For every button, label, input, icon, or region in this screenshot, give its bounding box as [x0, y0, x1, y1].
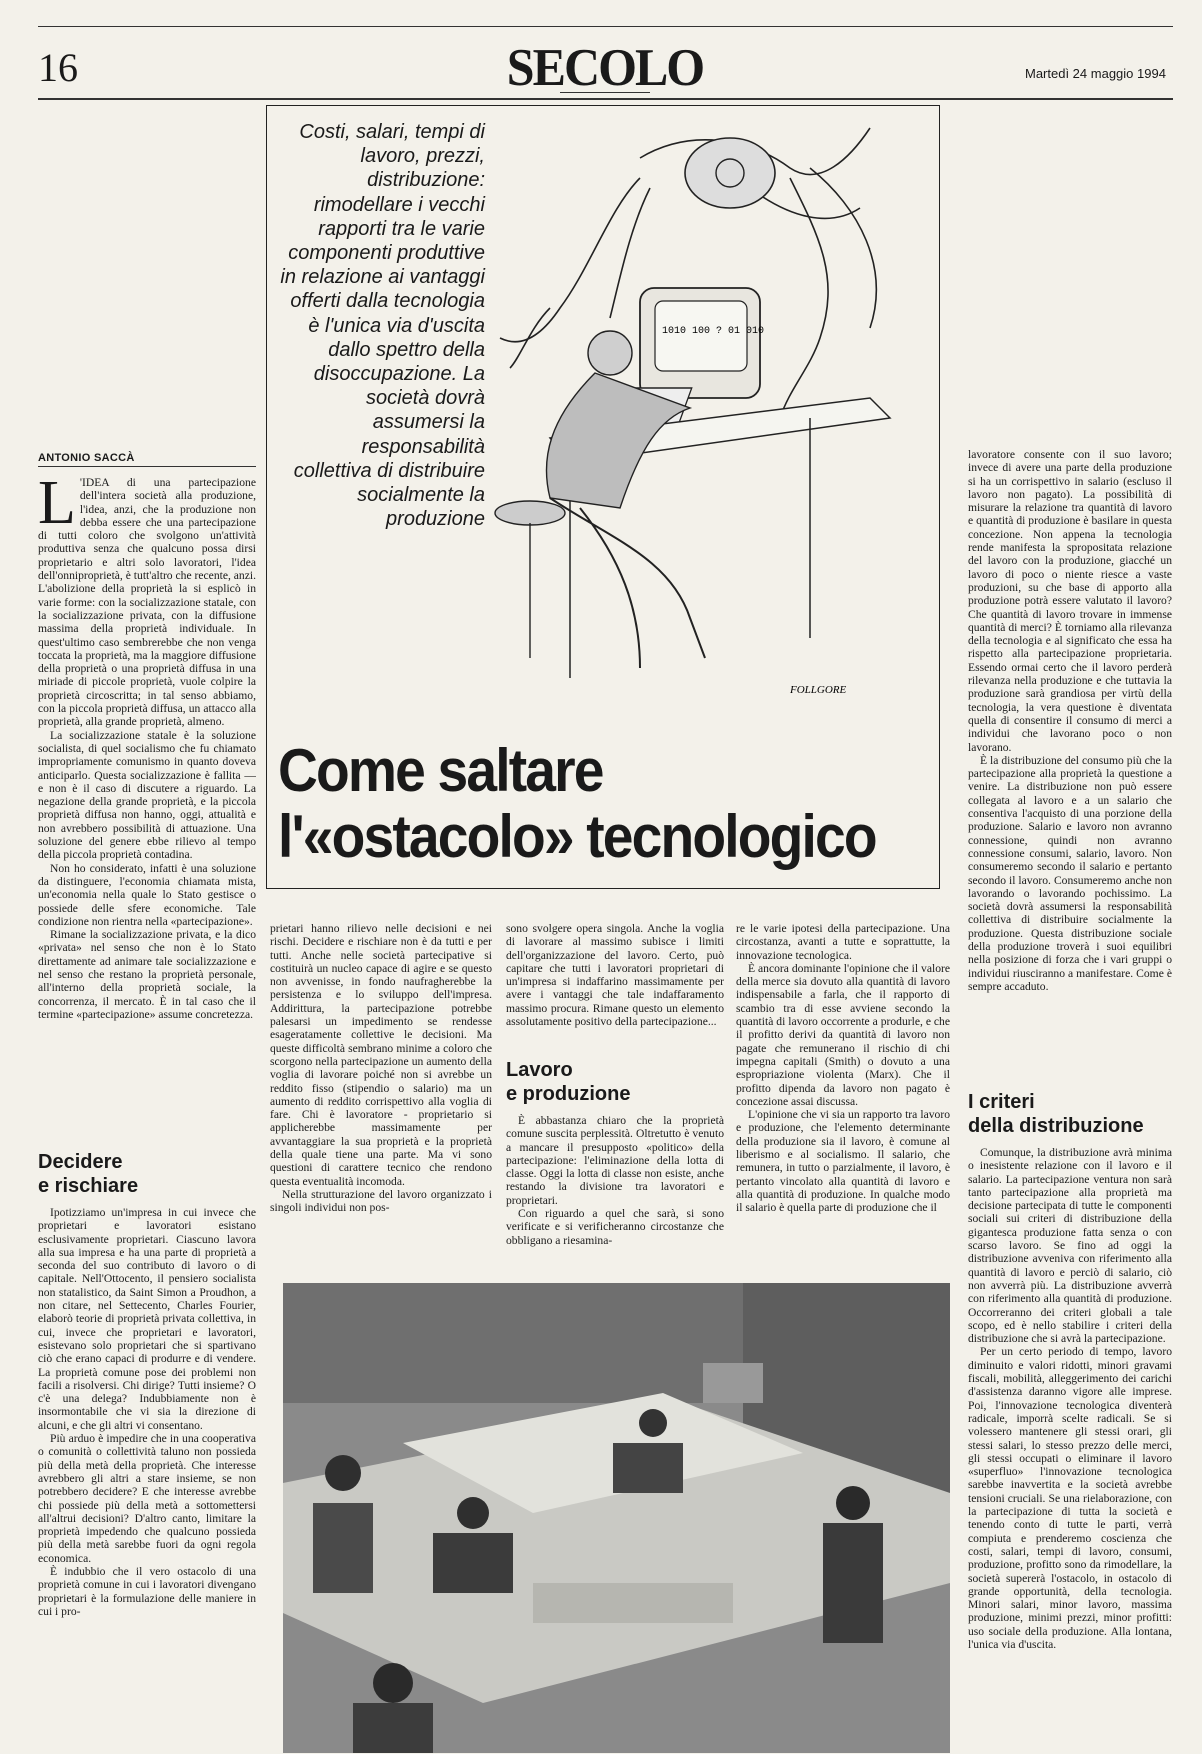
col1-paragraph: Ipotizziamo un'impresa in cui invece che proprietari e lavoratori esistano esclusivamente proprietari. Ciascuno lavora alla sua impresa e ha una parte di proprietà a seconda del suo contributo di lavoro o di capitale. Nell'Ottocento, il pensiero socialista non statalistico, da Saint Simon a Proudhon, a non citare, nel Settecento, Charles Fourier, elaborò teorie di proprietà privata collettiva, in cui, invece che proprietari e lavoratori, esistevano solo proprietari che si spartivano ciò che erano capaci di produrre e di vendere. La proprietà comune pose dei problemi non facili a risolversi. Chi dirige? Tutti insieme? O c'è una delega? Indubbiamente non è insormontabile che vi sia la direzione di alcuni, e che gli altri vi consentano.	[38, 1206, 256, 1432]
screen-text: 1010 100 ? 01 010	[662, 326, 765, 337]
column-4	[736, 922, 950, 1278]
title-line-2: l'«ostacolo» tecnologico	[278, 803, 876, 870]
column-1-top	[38, 476, 256, 1148]
subhead-decidere	[38, 1150, 256, 1198]
col3-paragraph: Con riguardo a quel che sarà, si sono verificate e si verificheranno circostanze che obbligano a riesamina-	[506, 1207, 724, 1247]
robot-and-worker-illustration	[490, 118, 930, 718]
col1-paragraph: È indubbio che il vero ostacolo di una proprietà comune in cui i lavoratori divengano proprietari è la formulazione delle maniere in cui i pro-	[38, 1565, 256, 1618]
office-workers-photo	[283, 1283, 950, 1753]
col3-paragraph: È abbastanza chiaro che la proprietà comune suscita perplessità. Oltretutto è venuto a mancare il presupposto «politico» della partecipazione: l'eliminazione della lotta di classe. Oggi la lotta di classe non esiste, anche restando la divisione tra lavoratori e proprietari.	[506, 1114, 724, 1207]
robot-head	[685, 138, 775, 208]
col4-paragraph: L'opinione che vi sia un rapporto tra lavoro e produzione, che l'elemento determinante della produzione sia il lavoro, è comune al liberismo e al socialismo. Il salario, che remunera, in tutto o parzialmente, il lavoro, è pertanto vincolato alla quantità di lavoro e alla quantità di produzione. In qualche modo il salario è quella parte di produzione che il	[736, 1108, 950, 1215]
column-5-top	[968, 448, 1172, 1088]
drop-cap: L	[38, 476, 76, 537]
column-1-bottom	[38, 1206, 256, 1746]
subhead-line: e produzione	[506, 1083, 631, 1105]
masthead: SECOLO	[506, 37, 704, 97]
col1-paragraph: Più arduo è impedire che in una cooperativa o comunità o collettività taluno non possieda più della metà della proprietà. Che interesse avrebbero gli altri a stare insieme, se non potrebbero decidere? E che interesse avrebbe chi possiede più della metà a sottomettersi all'altrui decisioni? D'altro canto, limitare la proprietà impedendo che qualcuno possieda più della metà sarebbe fuori da ogni regola economica.	[38, 1432, 256, 1565]
column-3-bottom	[506, 1114, 724, 1278]
masthead-underline	[560, 92, 650, 99]
col5-paragraph: Comunque, la distribuzione avrà minima o inesistente relazione con il lavoro e il salario. La partecipazione ventura non sarà tanto partecipazione alla proprietà ma decisione partecipata di tutte le componenti sociali sui criteri di distribuzione della gigantesca produzione fatta senza o con scarso lavoro. Se fino ad oggi la distribuzione avveniva con riferimento alla quantità di lavoro e perciò di salario, ciò non avverrà più. La distribuzione avverrà con riferimento alla quantità di produzione. Occorreranno dei criteri globali a tale scopo, ed è nello stabilire i criteri della distribuzione che si avrà la partecipazione.	[968, 1146, 1172, 1346]
title-line-1: Come saltare	[278, 737, 603, 804]
worker-legs	[550, 498, 705, 668]
subhead-line: Lavoro	[506, 1059, 573, 1081]
photo-scene	[283, 1283, 950, 1753]
subhead-line: e rischiare	[38, 1175, 139, 1197]
column-5-bottom	[968, 1146, 1172, 1746]
page-number: 16	[38, 45, 78, 90]
stool	[495, 501, 565, 525]
subhead-line: della distribuzione	[968, 1115, 1144, 1137]
col1-paragraph: La socializzazione statale è la soluzione socialista, di quel socialismo che fu chiamato impropriamente comunismo in quanto doveva anticiparlo. Questa socializzazione è fallita — e non è il caso di discutere a riguardo. La negazione della grande proprietà, e la piccola proprietà diffusa non hanno, oggi, attualità e non avrebbero possibilità di attuazione. Una soluzione del genere ebbe rilievo al tempo della piccola proprietà contadina.	[38, 728, 256, 862]
column-2	[270, 922, 492, 1278]
top-rule	[38, 26, 1173, 27]
illustration-signature: FOLLGORE	[790, 684, 847, 696]
col3-paragraph: sono svolgere opera singola. Anche la voglia di lavorare al massimo subisce i limiti dell'organizzazione del lavoro. Certo, può capitare che tutti i lavoratori proprietari di un'impresa si indaffarino massimamente per avere i vantaggi che tale indaffaramento massimo procura. Rimane questo un elemento assolutamente positivo della partecipazione...	[506, 922, 724, 1029]
byline: ANTONIO SACCÀ	[38, 452, 135, 464]
col1-paragraph: Non ho considerato, infatti è una soluzione da distinguere, l'economia chiamata mista, un'economia nella quale lo Stato gestisce o possiede delle sfere economiche. Tale condizione non rientra nella «partecipazione».	[38, 861, 256, 928]
worker-head	[588, 331, 632, 375]
col1-paragraph: Rimane la socializzazione privata, e la dico «privata» nel senso che non è lo Stato direttamente ad animare tale socializzazione e nel senso che restano la proprietà personale, all'interno della proprietà sociale, la concorrenza, il mercato. È in tal caso che il termine «partecipazione» assume concretezza.	[38, 928, 256, 1021]
article-title	[278, 738, 885, 870]
col2-paragraph: Nella strutturazione del lavoro organizzato i singoli individui non pos-	[270, 1187, 492, 1215]
subhead-criteri	[968, 1090, 1172, 1138]
col1-paragraph: 'IDEA di una partecipazione dell'intera società alla produzione, l'idea, anzi, che la produzione non debba essere che una partecipazione di tutti coloro che svolgono un'attività produttiva senza che qualcuno possa dirsi proprietario e altri solo lavoratori, l'idea dell'onniproprietà, è tutt'altro che recente, anzi. L'abolizione della proprietà la si esplicò in varie forme: con la socializzazione statale, con la socializzazione privata, con la diffusione massima della proprietà individuale. In quest'ultimo caso sembrerebbe che non venga toccata la proprietà, ma la maggiore diffusione della proprietà o una proprietà diffusa in una miriade di piccole proprietà, vuole colpire la proprietà circoscritta; in tal senso abbiamo, con la piccola proprietà diffusa, un attacco alla proprietà, alla grande proprietà, almeno.	[38, 476, 256, 729]
col2-paragraph: prietari hanno rilievo nelle decisioni e nei rischi. Decidere e rischiare non è da tutti e per tutti. Anche nelle società partecipative si costituirà un nucleo capace di agire e se questo non avvenisse, in fondo naufragherebbe la persistenza e lo sviluppo dell'impresa. Addirittura, la partecipazione potrebbe palesarsi un impedimento se rendesse esageratamente collettive le decisioni. Ma queste difficoltà sembrano minime a coloro che scorgono nella partecipazione un aumento della voglia di lavorare poiché non si avrebbe un reddito fisso (stipendio o salario) ma un aumento di reddito corrispettivo alla voglia di fare. Chi è lavoratore - proprietario si applicherebbe massimamente per avvantaggiare la sua proprietà e la proprietà della quale tiene una parte. Ma vi sono questioni di carattere tecnico che rendono questa eventualità incomoda.	[270, 922, 492, 1188]
col4-paragraph: È ancora dominante l'opinione che il valore della merce sia dovuto alla quantità di lavoro indispensabile a farla, che il rapporto di scambio tra di esse avviene secondo la quantità di lavoro occorrente a produrle, e che il profitto derivi da quantità di lavoro non pagate che remunerano il rischio di chi impegna capitali (Smith) o dovuto a una espropriazione violenta (Marx). Che il profitto dipenda da lavoro non pagato è concezione assai discussa.	[736, 961, 950, 1108]
issue-date: Martedì 24 maggio 1994	[1025, 66, 1166, 81]
column-3-top	[506, 922, 724, 1046]
subhead-lavoro	[506, 1058, 724, 1106]
byline-rule	[38, 466, 256, 467]
col4-paragraph: re le varie ipotesi della partecipazione. Una circostanza, avanti a tutte e soprattutte, la innovazione tecnologica.	[736, 922, 950, 962]
article-intro: Costi, salari, tempi di lavoro, prezzi, distribuzione: rimodellare i vecchi rapporti tra le varie componenti produttive in relazione ai vantaggi offerti dalla tecnologia è l'unica via d'uscita dallo spettro della disoccupazione. La società dovrà assumersi la responsabilità collettiva di distribuire socialmente la produzione	[280, 121, 485, 531]
subhead-line: I criteri	[968, 1091, 1035, 1113]
col5-paragraph: È la distribuzione del consumo più che la partecipazione alla proprietà la questione a venire. La distribuzione non può essere collegata al lavoro e a un salario che consentiva l'acquisto di una porzione della produzione. Salario e lavoro non avranno connessione, quindi non avranno connessione consumi, salario, lavoro. Non consumeremo secondo il salario e pertanto secondo il lavoro. Consumeremo anche non lavorando o lavorando pochissimo. La società dovrà assumersi la responsabilità collettiva di distribuire socialmente la produzione. Questa distribuzione sociale della produzione troverà i suoi equilibri nella posizione di forza che i vari gruppi o individui riusciranno a manifestare. Come è sempre accaduto.	[968, 753, 1172, 993]
col5-paragraph: lavoratore consente con il suo lavoro; invece di avere una parte della produzione si ha un corrispettivo in salario (escluso il lavoro non pagato). La possibilità di misurare la relazione tra quantità di lavoro e quantità di produzione è basilare in questa concezione. Non appena la tecnologia rende manifesta la spropositata relazione del lavoro con la produzione, giacché un lavoro di poco o niente riesce a vaste produzioni, su che base di apporto alla produzione potrà essere valutato il lavoro? Che quantità di lavoro trovare in immense quantità di merci? È torniamo alla rilevanza della tecnologia e al significato che essa ha rispetto alla partecipazione proprietaria. Essendo ormai certo che il lavoro perderà rilevanza nella produzione e che tuttavia la produzione sarà grandiosa per virtù della tecnologia, la vera questione è diventata quella di consentire il consumo di merci a individui che lavorano poco o non lavorano.	[968, 448, 1172, 754]
subhead-line: Decidere	[38, 1151, 123, 1173]
col5-paragraph: Per un certo periodo di tempo, lavoro diminuito e valori ridotti, minori gravami fiscali, mobilità, alleggerimento dei carichi d'assistenza daranno vigore alle imprese. Poi, l'innovazione tecnologica diventerà radicale, imporrà scelte radicali. Se si volessero mantenere gli stessi orari, gli stessi salari, lo stesso prezzo delle merci, gli stessi occupati o eliminare il lavoro «superfluo» l'innovazione tecnologica sarebbe inavvertita e la società avrebbe tensioni cruciali. Se una rielaborazione, con la partecipazione di tutta la società e tenendo conto di tutte le parti, verrà compiuta e prenderemo coscienza che costi, salari, tempi di lavoro, consumi, produzione, profitto sono da rimodellare, la società supererà l'ostacolo, in ostacolo di grande opportunità, della tecnologia. Minori salari, minor lavoro, massima produzione, minimi prezzi, minor profitti: uso sociale della produzione. Alla lontana, l'unica via d'uscita.	[968, 1345, 1172, 1651]
